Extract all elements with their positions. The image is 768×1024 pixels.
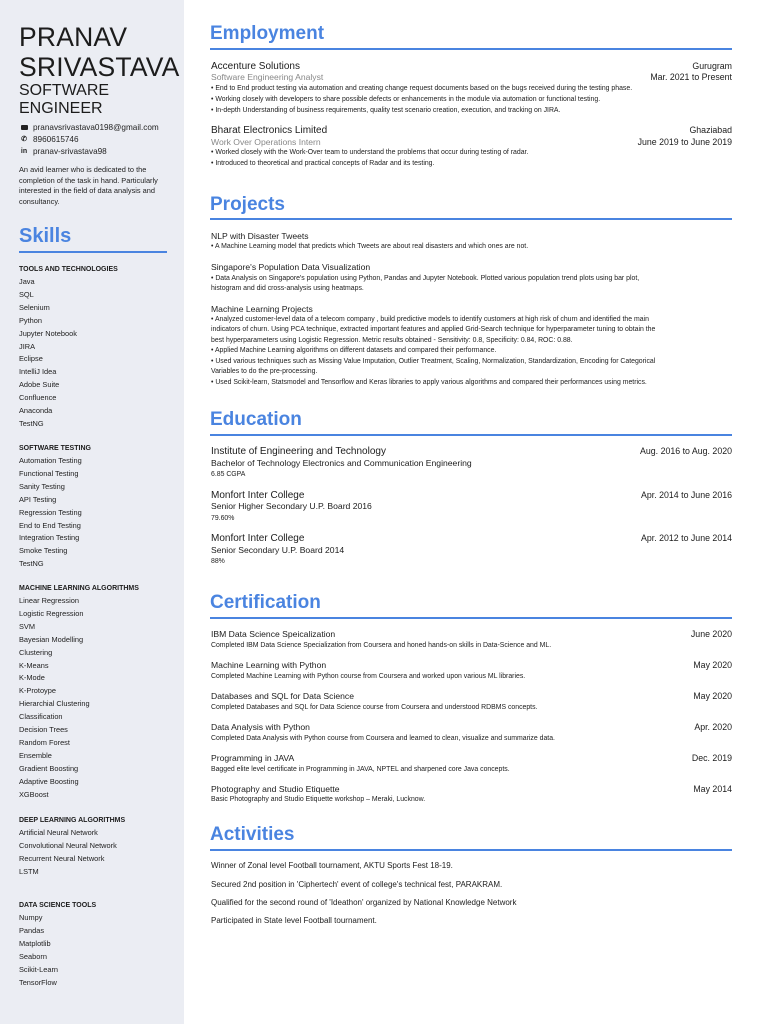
job-org: Accenture Solutions <box>211 61 300 72</box>
edu-school: Monfort Inter College <box>211 490 305 501</box>
skill-group-title: TOOLS AND TECHNOLOGIES <box>19 266 118 273</box>
skill-group-tools <box>19 265 118 431</box>
job-org: Bharat Electronics Limited <box>211 125 328 136</box>
mail-icon <box>20 123 28 131</box>
skill-item: Numpy <box>19 913 43 922</box>
skill-item: Eclipse <box>19 354 43 364</box>
skill-item: Hierarchial Clustering <box>19 699 90 709</box>
skill-item: SVM <box>19 621 36 631</box>
activity-item: Secured 2nd position in 'Ciphertech' event of college's technical fest, PARAKRAM. <box>211 880 503 889</box>
cert-name: Machine Learning with Python <box>211 660 327 670</box>
skill-item: Python <box>19 315 43 325</box>
skill-item: Selenium <box>19 302 50 312</box>
job-subheader <box>211 72 732 82</box>
skills-divider <box>19 251 167 253</box>
skill-group-title: DEEP LEARNING ALGORITHMS <box>19 817 126 824</box>
job-bullet: • Introduced to theoretical and practical concepts of Radar and its testing. <box>211 160 435 167</box>
cert-date: Apr. 2020 <box>694 722 732 732</box>
edu-header <box>211 490 732 501</box>
edu-header <box>211 533 732 544</box>
skill-group-title: SOFTWARE TESTING <box>19 445 91 452</box>
cert-date: June 2020 <box>690 629 732 639</box>
edu-dates: Apr. 2014 to June 2016 <box>641 490 732 500</box>
skill-item: Logistic Regression <box>19 608 84 618</box>
project-line: • Used Scikit-learn, Statsmodel and Tensorflow and Keras libraries to apply various algorithms and compared their performances using metrics. <box>211 379 647 386</box>
skill-group-title: MACHINE LEARNING ALGORITHMS <box>19 585 139 592</box>
phone-icon: ✆ <box>21 136 27 143</box>
skills-heading: Skills <box>19 225 72 247</box>
cert-desc: Basic Photography and Studio Etiquette workshop – Meraki, Lucknow. <box>211 796 426 803</box>
cert-header <box>211 660 732 670</box>
edu-score: 79.60% <box>211 515 235 522</box>
project-line: • Used various techniques such as Missing Value Imputation, Outlier Treatment, Scaling, Normalization, Standardization, Encoding for Categorical <box>211 358 656 365</box>
cert-name: Programming in JAVA <box>211 753 295 763</box>
skill-item: Java <box>19 277 35 286</box>
job-title <box>19 82 109 118</box>
job-dates: June 2019 to June 2019 <box>637 137 732 147</box>
sidebar <box>0 0 184 1024</box>
education-divider <box>210 434 732 436</box>
edu-score: 88% <box>211 558 225 565</box>
cert-name: Data Analysis with Python <box>211 722 310 732</box>
name-line-2: SRIVASTAVA <box>19 52 180 82</box>
cert-header <box>211 722 732 732</box>
certification-heading: Certification <box>210 592 321 613</box>
role-line-1: SOFTWARE <box>19 82 110 99</box>
project-line: indicators of churn. Using PCA technique, extracted important features and applied Grid-Search technique for hyperparameter tuning to obtain the <box>211 326 656 333</box>
role-line-2: ENGINEER <box>19 100 103 117</box>
cert-header <box>211 784 732 794</box>
linkedin-text: pranav-srivastava98 <box>33 146 107 156</box>
skill-item: Matplotlib <box>19 938 51 948</box>
cert-desc: Completed Data Analysis with Python course from Coursera and learned to clean, visualize and summarize data. <box>211 735 555 742</box>
activities-heading: Activities <box>210 824 295 845</box>
linkedin-icon: in <box>20 147 28 155</box>
project-line: Variables to do the pre-processing. <box>211 368 318 375</box>
skill-group-title: DATA SCIENCE TOOLS <box>19 902 97 909</box>
skill-item: Seaborn <box>19 951 47 961</box>
skill-item: Sanity Testing <box>19 481 65 491</box>
activities-divider <box>210 849 732 851</box>
skill-item: LSTM <box>19 866 39 876</box>
project-name: Machine Learning Projects <box>211 304 313 314</box>
project-line: histogram and did cross-analysis using heatmaps. <box>211 285 364 292</box>
edu-dates: Apr. 2012 to June 2014 <box>641 533 732 543</box>
cert-date: May 2020 <box>693 660 732 670</box>
skill-item: Artificial Neural Network <box>19 828 98 837</box>
skill-item: TestNG <box>19 559 44 569</box>
skill-item: IntelliJ Idea <box>19 367 57 377</box>
skill-item: TensorFlow <box>19 977 57 987</box>
skill-item: API Testing <box>19 494 57 504</box>
skill-item: K-Means <box>19 660 49 670</box>
skill-item: Regression Testing <box>19 507 82 517</box>
skill-item: Adaptive Boosting <box>19 776 79 786</box>
activity-item: Qualified for the second round of 'Ideathon' organized by National Knowledge Network <box>211 898 517 907</box>
skill-item: Clustering <box>19 647 53 657</box>
project-line: • Applied Machine Learning algorithms on different datasets and compared their performance. <box>211 347 497 354</box>
skill-item: Recurrent Neural Network <box>19 853 105 863</box>
candidate-name <box>19 22 180 82</box>
skill-item: Confluence <box>19 393 57 403</box>
job-bullet: • Worked closely with the Work-Over team to understand the problems that occur during testing of radar. <box>211 149 529 156</box>
skill-item: XGBoost <box>19 789 49 799</box>
skill-item: Linear Regression <box>19 596 79 605</box>
job-bullet: • Working closely with developers to share possible defects or enhancements in the module via automation or functional testing. <box>211 96 601 103</box>
activity-item: Winner of Zonal level Football tournament, AKTU Sports Fest 18-19. <box>211 861 453 870</box>
job-dates: Mar. 2021 to Present <box>650 72 732 82</box>
cert-date: May 2014 <box>693 784 732 794</box>
employment-divider <box>210 48 732 50</box>
name-line-1: PRANAV <box>19 22 128 52</box>
cert-desc: Completed Databases and SQL for Data Science course from Coursera and understood RDBMS concepts. <box>211 704 538 711</box>
skill-item: Scikit-Learn <box>19 964 59 974</box>
job-location: Ghaziabad <box>689 125 732 135</box>
skill-item: Anaconda <box>19 406 53 416</box>
edu-degree: Senior Secondary U.P. Board 2014 <box>211 545 345 555</box>
project-name: Singapore's Population Data Visualization <box>211 262 371 272</box>
edu-school: Institute of Engineering and Technology <box>211 446 386 457</box>
skill-item: TestNG <box>19 418 44 428</box>
job-header <box>211 61 732 72</box>
cert-date: May 2020 <box>693 691 732 701</box>
email-text: pranavsrivastava0198@gmail.com <box>33 122 159 132</box>
skill-item: Smoke Testing <box>19 546 68 556</box>
skill-item: Automation Testing <box>19 456 82 465</box>
job-bullet: • In-depth Understanding of business requirements, quality test scenario creation, execution, and tracking on JIRA. <box>211 107 561 114</box>
phone-text: 8960615746 <box>33 134 79 144</box>
skill-item: Decision Trees <box>19 725 68 735</box>
job-subheader <box>211 137 732 147</box>
cert-header <box>211 691 732 701</box>
project-line: • A Machine Learning model that predicts which Tweets are about real disasters and which ones are not. <box>211 243 529 250</box>
skill-item: JIRA <box>19 341 36 351</box>
skill-item: Convolutional Neural Network <box>19 840 117 850</box>
linkedin-contact[interactable] <box>20 145 159 157</box>
skill-group-ml <box>19 584 139 802</box>
activity-item: Participated in State level Football tournament. <box>211 916 377 925</box>
edu-dates: Aug. 2016 to Aug. 2020 <box>640 446 732 456</box>
cert-name: IBM Data Science Speicalization <box>211 629 336 639</box>
skill-item: Integration Testing <box>19 533 80 543</box>
cert-header <box>211 629 732 639</box>
cert-name: Databases and SQL for Data Science <box>211 691 354 701</box>
cert-desc: Completed Machine Learning with Python course from Coursera and worked upon various ML libraries. <box>211 673 526 680</box>
projects-heading: Projects <box>210 194 285 215</box>
skill-item: Random Forest <box>19 737 70 747</box>
email-contact[interactable] <box>20 121 159 133</box>
phone-contact[interactable] <box>20 133 159 145</box>
skill-item: K-Mode <box>19 673 45 683</box>
profile-summary: An avid learner who is dedicated to the completion of the task in hand. Particularly interested in the field of data analysis and consultancy. <box>19 165 158 206</box>
skill-group-ds-tools <box>19 901 96 989</box>
edu-score: 6.85 CGPA <box>211 471 246 478</box>
edu-degree: Bachelor of Technology Electronics and Communication Engineering <box>211 458 472 468</box>
project-name: NLP with Disaster Tweets <box>211 231 309 241</box>
education-heading: Education <box>210 409 302 430</box>
certification-divider <box>210 617 732 619</box>
contact-info <box>20 121 159 157</box>
skill-item: Bayesian Modelling <box>19 634 84 644</box>
job-role: Work Over Operations Intern <box>211 137 321 147</box>
projects-divider <box>210 218 732 220</box>
skill-item: Jupyter Notebook <box>19 328 77 338</box>
edu-header <box>211 446 732 457</box>
cert-date: Dec. 2019 <box>691 753 732 763</box>
cert-name: Photography and Studio Etiquette <box>211 784 340 794</box>
edu-school: Monfort Inter College <box>211 533 305 544</box>
project-line: • Analyzed customer-level data of a telecom company , build predictive models to identify customers at high risk of churn and identified the main <box>211 316 649 323</box>
job-header <box>211 125 732 136</box>
cert-header <box>211 753 732 763</box>
job-location: Gurugram <box>692 61 732 71</box>
skill-item: End to End Testing <box>19 520 81 530</box>
project-line: best hyperparameters using Logistic Regression. Metric results obtained - Sensitivity: 0.8, Specificity: 0.84, ROC: 0.88. <box>211 337 573 344</box>
edu-degree: Senior Higher Secondary U.P. Board 2016 <box>211 501 372 511</box>
skill-item: K-Protoype <box>19 686 56 696</box>
skill-item: SQL <box>19 289 34 299</box>
project-line: • Data Analysis on Singapore's population using Python, Pandas and Jupyter Notebook. Plotted various population trend plots using bar plot, <box>211 275 640 282</box>
cert-desc: Completed IBM Data Science Specialization from Coursera and honed hands-on skills in Data-Science and ML. <box>211 642 552 649</box>
cert-desc: Bagged elite level certificate in Programming in JAVA, NPTEL and sharpened core Java concepts. <box>211 766 510 773</box>
job-bullet: • End to End product testing via automation and creating change request documents based on the bugs received during the testing phase. <box>211 85 633 92</box>
skill-item: Gradient Boosting <box>19 763 79 773</box>
skill-item: Ensemble <box>19 750 52 760</box>
job-role: Software Engineering Analyst <box>211 72 324 82</box>
skill-group-dl <box>19 816 125 879</box>
skill-item: Functional Testing <box>19 468 79 478</box>
employment-heading: Employment <box>210 23 325 44</box>
skill-item: Pandas <box>19 925 45 935</box>
skill-item: Adobe Suite <box>19 380 60 390</box>
skill-group-testing <box>19 444 91 571</box>
skill-item: Classification <box>19 712 63 722</box>
